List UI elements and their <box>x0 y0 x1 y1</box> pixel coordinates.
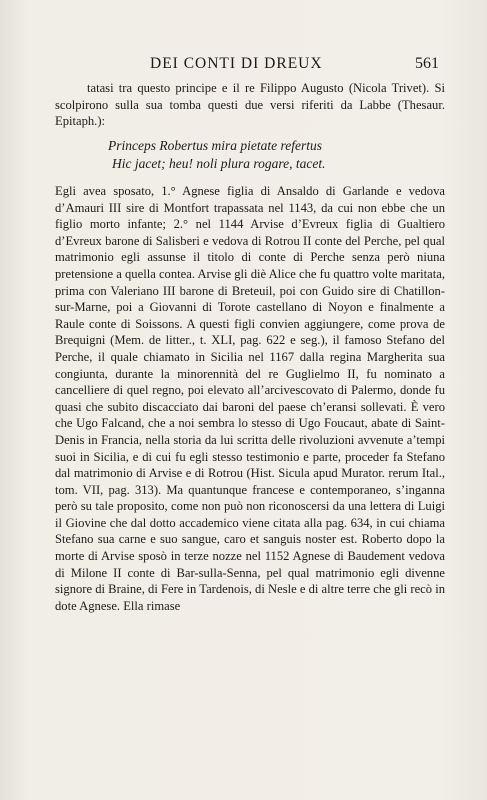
main-paragraph-block <box>55 183 445 614</box>
verse-line-1: Princeps Robertus mira pietate refertus <box>108 138 322 153</box>
running-title: DEI CONTI DI DREUX <box>150 55 323 72</box>
page-header <box>60 55 439 75</box>
intro-paragraph: tatasi tra questo principe e il re Filippo Augusto (Nicola Trivet). Si scolpirono sulla sua tomba questi due versi riferiti da Labbe (Thesaur. Epitaph.): <box>55 81 445 129</box>
epitaph-verse <box>108 137 325 173</box>
page-number: 561 <box>415 55 439 72</box>
verse-line-2: Hic jacet; heu! noli plura rogare, tacet. <box>112 156 326 171</box>
main-paragraph: Egli avea sposato, 1.° Agnese figlia di Ansaldo di Garlande e vedova d’Amauri III sire di Montfort trapassata nel 1143, da cui non ebbe che un figlio morto infante; 2.° nel 1144 Arvise d’Evreux figlia di Gualtiero d’Evreux barone di Salisberi e vedova di Rotrou II conte del Perche, pel qual matrimonio egli assunse il titolo di conte di Perche senza però niuna pretensione a quella contea. Arvise gli diè Alice che fu quattro volte maritata, prima con Valeriano III barone di Breteuil, poi con Guido sire di Chatillon-sur-Marne, poi a Giovanni di Torote castellano di Noyon e finalmente a Raule conte di Soissons. A questi figli convien aggiungere, come prova de Brequigni (Mem. de litter., t. XLI, pag. 622 e seg.), il famoso Stefano del Perche, il quale chiamato in Sicilia nel 1167 dalla regina Margherita sua congiunta, durante la minorennità del re Guglielmo II, fu nominato a cancelliere di quel regno, poi elevato all’arcivescovato di Palermo, donde fu quasi che subito discacciato dai baroni del paese ch’eransi sollevati. È vero che Ugo Falcand, che a noi sembra lo stesso di Ugo Foucaut, abate di Saint-Denis in Francia, nella storia da lui scritta delle rivoluzioni avvenute a’tempi suoi in Sicilia, e di cui fu egli stesso testimonio e parte, proceder fa Stefano dal matrimonio di Arvise e di Rotrou (Hist. Sicula apud Murator. rerum Ital., tom. VII, pag. 313). Ma quantunque francese e contemporaneo, s’inganna però su tale proposito, come non può non riconoscersi da una lettera di Luigi il Giovine che dal dotto accademico viene citata alla pag. 634, in cui chiama Stefano sua carne e suo sangue, caro et sanguis noster est. Roberto dopo la morte di Arvise sposò in terze nozze nel 1152 Agnese di Baudement vedova di Milone II conte di Bar-sulla-Senna, pel qual matrimonio egli divenne signore di Braine, di Fere in Tardenois, di Nesle e di altre terre che gli recò in dote Agnese. Ella rimase <box>55 184 445 613</box>
intro-paragraph-block <box>55 80 445 130</box>
